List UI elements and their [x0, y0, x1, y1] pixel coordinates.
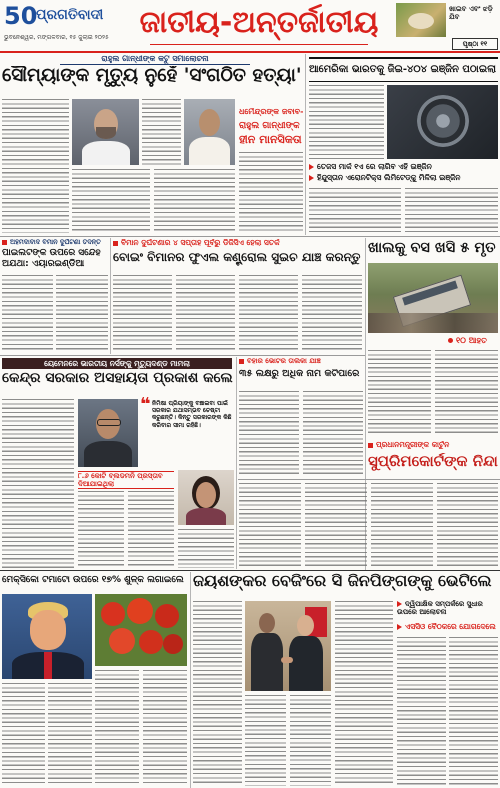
bihar-headline: ୩୫ ଲକ୍ଷରୁ ଅଧିକ ନାମ କଟିପାରେ: [239, 369, 360, 379]
section-title: ଜାତୀୟ-ଅନ୍ତର୍ଜାତୀୟ: [139, 5, 379, 40]
section-rule-bottom: [0, 570, 500, 571]
jaishankar-bullet: [397, 600, 498, 620]
photo-suit: [84, 441, 132, 467]
column-rule: [190, 572, 191, 788]
body-text-column: [245, 695, 286, 786]
photo-tomato: [163, 634, 183, 654]
body-text-column: [128, 491, 174, 568]
photo-rahul-gandhi: [72, 99, 139, 165]
body-text-column: [176, 275, 235, 352]
photo-kurta: [189, 137, 230, 165]
bullet-triangle-icon: [309, 164, 314, 170]
body-text-column: [72, 169, 150, 233]
body-text-column: [239, 391, 299, 477]
body-text-column: [178, 529, 234, 568]
photo-face: [30, 610, 66, 650]
rahul-story-headline: ସୌମ୍ୟାଙ୍କ ମୃତ୍ୟୁ ନୁହେଁ 'ସଂଗଠିତ ହତ୍ୟା': [2, 66, 302, 86]
body-text-column: [302, 275, 362, 352]
bus-injured-tag-text: ୧୦ ଆହତ: [456, 337, 487, 345]
bullet-square-icon: [2, 240, 7, 245]
photo-tomato: [109, 628, 135, 654]
newspaper-logo: [4, 2, 120, 32]
body-text-column: [309, 188, 401, 233]
body-text-column: [2, 275, 53, 352]
body-text-column: [113, 275, 172, 352]
body-text-column: [368, 350, 431, 436]
body-text-column: [303, 391, 363, 477]
body-text-column: [437, 483, 498, 568]
boeing-kicker-text: ବିମାନ ଦୁର୍ଘଟଣାର ୪ ସପ୍ତାହ ପୂର୍ବରୁ ଡିଜିସିଏ ହେଲା ସତର୍କ: [121, 239, 280, 247]
sc-kicker-text: ପ୍ରଧାନମନ୍ତ୍ରୀଙ୍କ କାର୍ଟୁନ: [376, 441, 450, 449]
photo-person-right-suit: [289, 636, 323, 691]
photo-tomatoes: [95, 594, 187, 666]
engine-bullet: [309, 174, 498, 182]
bullet-triangle-icon: [397, 624, 402, 630]
body-text-column: [95, 670, 139, 786]
photo-ge404-engine: [387, 85, 498, 159]
tomato-headline: ମେକ୍ସିକୋ ଟମାଟୋ ଉପରେ ୧୭% ଶୁଳ୍କ ଲଗାଇଲେ: [2, 575, 184, 585]
bullet-square-icon: [239, 359, 244, 364]
bullet-square-icon: [368, 443, 373, 448]
logo-anniversary-number: 50: [4, 2, 38, 30]
promo-photo-dish: [408, 13, 434, 29]
bus-injured-tag: [448, 337, 498, 346]
body-text-column: [154, 169, 235, 233]
photo-dharmendra-pradhan: [184, 99, 235, 165]
photo-donald-trump: [2, 594, 92, 679]
air-india-headline: ପାଇଲଟଙ୍କ ଉପରେ ସନ୍ଦେହ ଅଯଥା: ଏୟାରଇଣ୍ଡିଆ: [2, 248, 101, 269]
body-text-column: [305, 483, 367, 568]
promo-text: ଖାଇବ ଏବଂ ଝଡ଼ି ଯିବ: [449, 5, 493, 22]
bihar-kicker: [239, 358, 363, 366]
photo-crowd: [368, 313, 498, 333]
body-text-column: [48, 683, 92, 786]
section-rule: [238, 479, 500, 480]
yemen-quote: ନିମିଷା ପ୍ରିୟାଙ୍କୁ ବଞ୍ଚାଇବା ପାଇଁ ସରକାର ଯଥାସମ୍ଭବ ଚେଷ୍ଟା କରୁଛନ୍ତି। କିନ୍ତୁ ସରକାରଙ୍କ କିଛି କରିବାର ସୀମା ରହିଛି।: [152, 400, 232, 429]
column-rule: [305, 54, 306, 235]
promo-photo: [396, 3, 446, 37]
body-text-column: [78, 491, 124, 568]
rahul-subhead-line-3: ହୀନ ମାନସିକତା: [239, 134, 302, 146]
engine-bullet-text: ହିନ୍ଦୁସ୍ତାନ ଏରୋନଟିକ୍ସ ଲିମିଟେଡ୍‌କୁ ମିଳିଲା ଇଞ୍ଜିନ: [317, 174, 461, 182]
air-india-kicker-text: ଅହମଦାବାଦ ବିମାନ ଦୁର୍ଘଟଣା ତଦନ୍ତ: [10, 239, 101, 246]
jaishankar-headline: ଜୟଶଙ୍କର ବେଜିଂରେ ସି ଜିନପିଙ୍ଗଙ୍କୁ ଭେଟିଲେ: [193, 572, 492, 590]
photo-tomato: [155, 604, 179, 628]
photo-handshake: [281, 657, 293, 663]
body-text-column: [142, 99, 181, 165]
jaishankar-bullet: [397, 623, 498, 631]
logo-name: ପ୍ରଗତିବାଦୀ: [36, 8, 104, 23]
body-text-column: [2, 683, 45, 786]
bullet-triangle-icon: [397, 601, 402, 607]
bus-headline: ଖାଲକୁ ବସ ଖସି ୫ ମୃତ: [368, 240, 496, 256]
body-text-column: [143, 670, 187, 786]
photo-face: [199, 109, 220, 136]
engine-story-headline: ଆମେରିକା ଭାରତକୁ ଜିଇ-୪୦୪ ଇଞ୍ଜିନ ପଠାଇଲା: [309, 57, 498, 82]
body-text-column: [239, 152, 303, 233]
photo-tomato: [101, 602, 125, 626]
body-text-column: [397, 637, 446, 786]
photo-shirt: [82, 141, 130, 165]
body-text-column: [449, 637, 498, 786]
body-text-column: [335, 601, 393, 786]
photo-nimisha-priya: [178, 470, 234, 525]
air-india-kicker: [2, 239, 108, 246]
section-rule: [0, 236, 500, 237]
body-text-column: [239, 275, 298, 352]
body-text-column: [2, 399, 74, 568]
column-rule: [110, 238, 111, 354]
photo-person-right-head: [297, 615, 314, 636]
boeing-headline: ବୋଇଂ ବିମାନର ଫୁଏଲ କଣ୍ଟ୍ରୋଲ ସୁଇଚ ଯାଞ୍ଚ କରନ୍ତୁ: [113, 251, 361, 264]
column-rule: [236, 357, 237, 569]
body-text-column: [371, 483, 433, 568]
body-text-column: [2, 99, 69, 233]
bullet-triangle-icon: [309, 175, 314, 181]
section-rule: [0, 355, 365, 356]
jaishankar-bullet-text: ଦ୍ୱିପାକ୍ଷିକ ସମ୍ପର୍କରେ ସୁଧାର ଉପରେ ଆଲୋଚନା: [397, 600, 483, 617]
body-text-column: [405, 188, 498, 233]
photo-tomato: [127, 598, 153, 624]
section-title-underline: [150, 44, 368, 45]
yemen-headline: କେନ୍ଦ୍ର ସରକାର ଅସହାୟତା ପ୍ରକାଶ କଲେ: [2, 371, 233, 386]
photo-glasses: [97, 419, 121, 426]
body-text-column: [309, 85, 384, 159]
rahul-subhead-line-1: ଧର୍ମେନ୍ଦ୍ରଙ୍କ ଜବାବ-: [239, 108, 304, 116]
engine-bullet: [309, 163, 498, 171]
bihar-kicker-text: ବିହାର ଭୋଟର ତାଲିକା ଯାଞ୍ଚ: [247, 358, 321, 365]
bullet-square-icon: [113, 241, 118, 246]
photo-person-left-head: [259, 613, 275, 633]
jaishankar-bullet-text: ଏସସିଓ ବୈଠକରେ ଯୋଗଦେଲେ: [405, 623, 496, 631]
yemen-kicker: ୟେମେନରେ ଭାରତୀୟ ନର୍ସଙ୍କୁ ମୃତ୍ୟୁଦଣ୍ଡ ମାମଲା: [2, 358, 232, 369]
bullet-square-icon: [448, 338, 453, 343]
sc-kicker: [368, 441, 498, 449]
photo-tomato: [139, 630, 163, 654]
photo-engine-intake: [417, 95, 469, 147]
photo-bus-accident: [368, 263, 498, 333]
photo-jaishankar-xi-jinping: [245, 601, 331, 691]
rahul-story-kicker: ରାହୁଲ ଗାନ୍ଧୀଙ୍କ କଟୁ ସମାଲୋଚନା: [60, 55, 250, 65]
rahul-subhead-line-2: ରାହୁଲ ଗାନ୍ଧୀଙ୍କ: [239, 121, 300, 131]
quote-mark-icon: ❝: [140, 394, 151, 415]
photo-tie: [44, 652, 52, 679]
body-text-column: [193, 601, 242, 786]
dateline: ଭୁବନେଶ୍ୱର, ମଙ୍ଗଳବାର, ୧୫ ଜୁଲାଇ ୨୦୨୫: [4, 35, 109, 41]
engine-bullet-text: ତେଜସ ମାର୍କ ୧ଏ ରେ ଲାଗିବ ଏହି ଇଞ୍ଜିନ: [317, 163, 432, 171]
boeing-kicker: [113, 239, 363, 247]
header-rule: [0, 51, 500, 53]
body-text-column: [435, 350, 498, 436]
photo-face: [196, 482, 216, 508]
photo-person-left-suit: [251, 633, 283, 691]
photo-attorney-general: [78, 399, 138, 467]
yemen-caption: ୮.୬ କୋଟି ବ୍ଲଡମନି ପ୍ରସ୍ତାବ ଦିଆଯାଇଥିଲା: [78, 471, 174, 489]
body-text-column: [56, 275, 108, 352]
body-text-column: [239, 483, 301, 568]
body-text-column: [290, 695, 331, 786]
page-label: ପୃଷ୍ଠା ୧୧: [452, 38, 498, 50]
photo-beard: [96, 127, 116, 139]
sc-headline: ସୁପ୍ରିମକୋର୍ଟଙ୍କ ନିନ୍ଦା: [368, 453, 498, 470]
photo-dress: [186, 508, 226, 525]
